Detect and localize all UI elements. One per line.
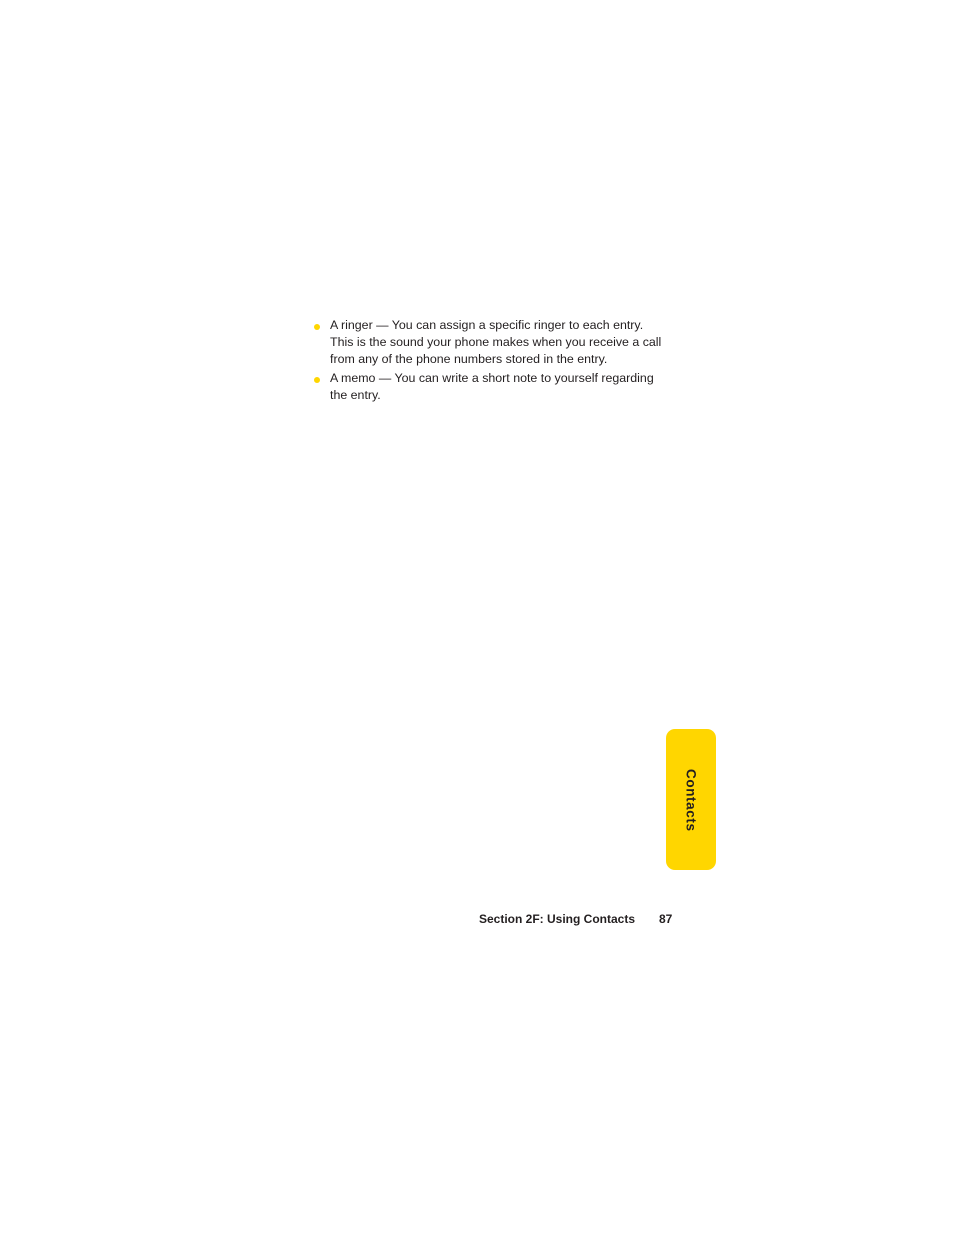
bullet-list [312,317,662,406]
bullet-text: A ringer — You can assign a specific ringer to each entry. This is the sound your phone makes when you receive a call from any of the phone numbers stored in the entry. [330,318,662,366]
bullet-icon [314,377,320,383]
page-footer [479,912,673,926]
bullet-icon [314,324,320,330]
footer-section-title: Section 2F: Using Contacts [479,912,636,926]
list-item [312,370,662,404]
page-number: 87 [659,912,673,926]
bullet-text: A memo — You can write a short note to yourself regarding the entry. [330,371,654,402]
section-tab [666,729,716,870]
section-tab-label: Contacts [683,769,699,832]
list-item [312,317,662,368]
